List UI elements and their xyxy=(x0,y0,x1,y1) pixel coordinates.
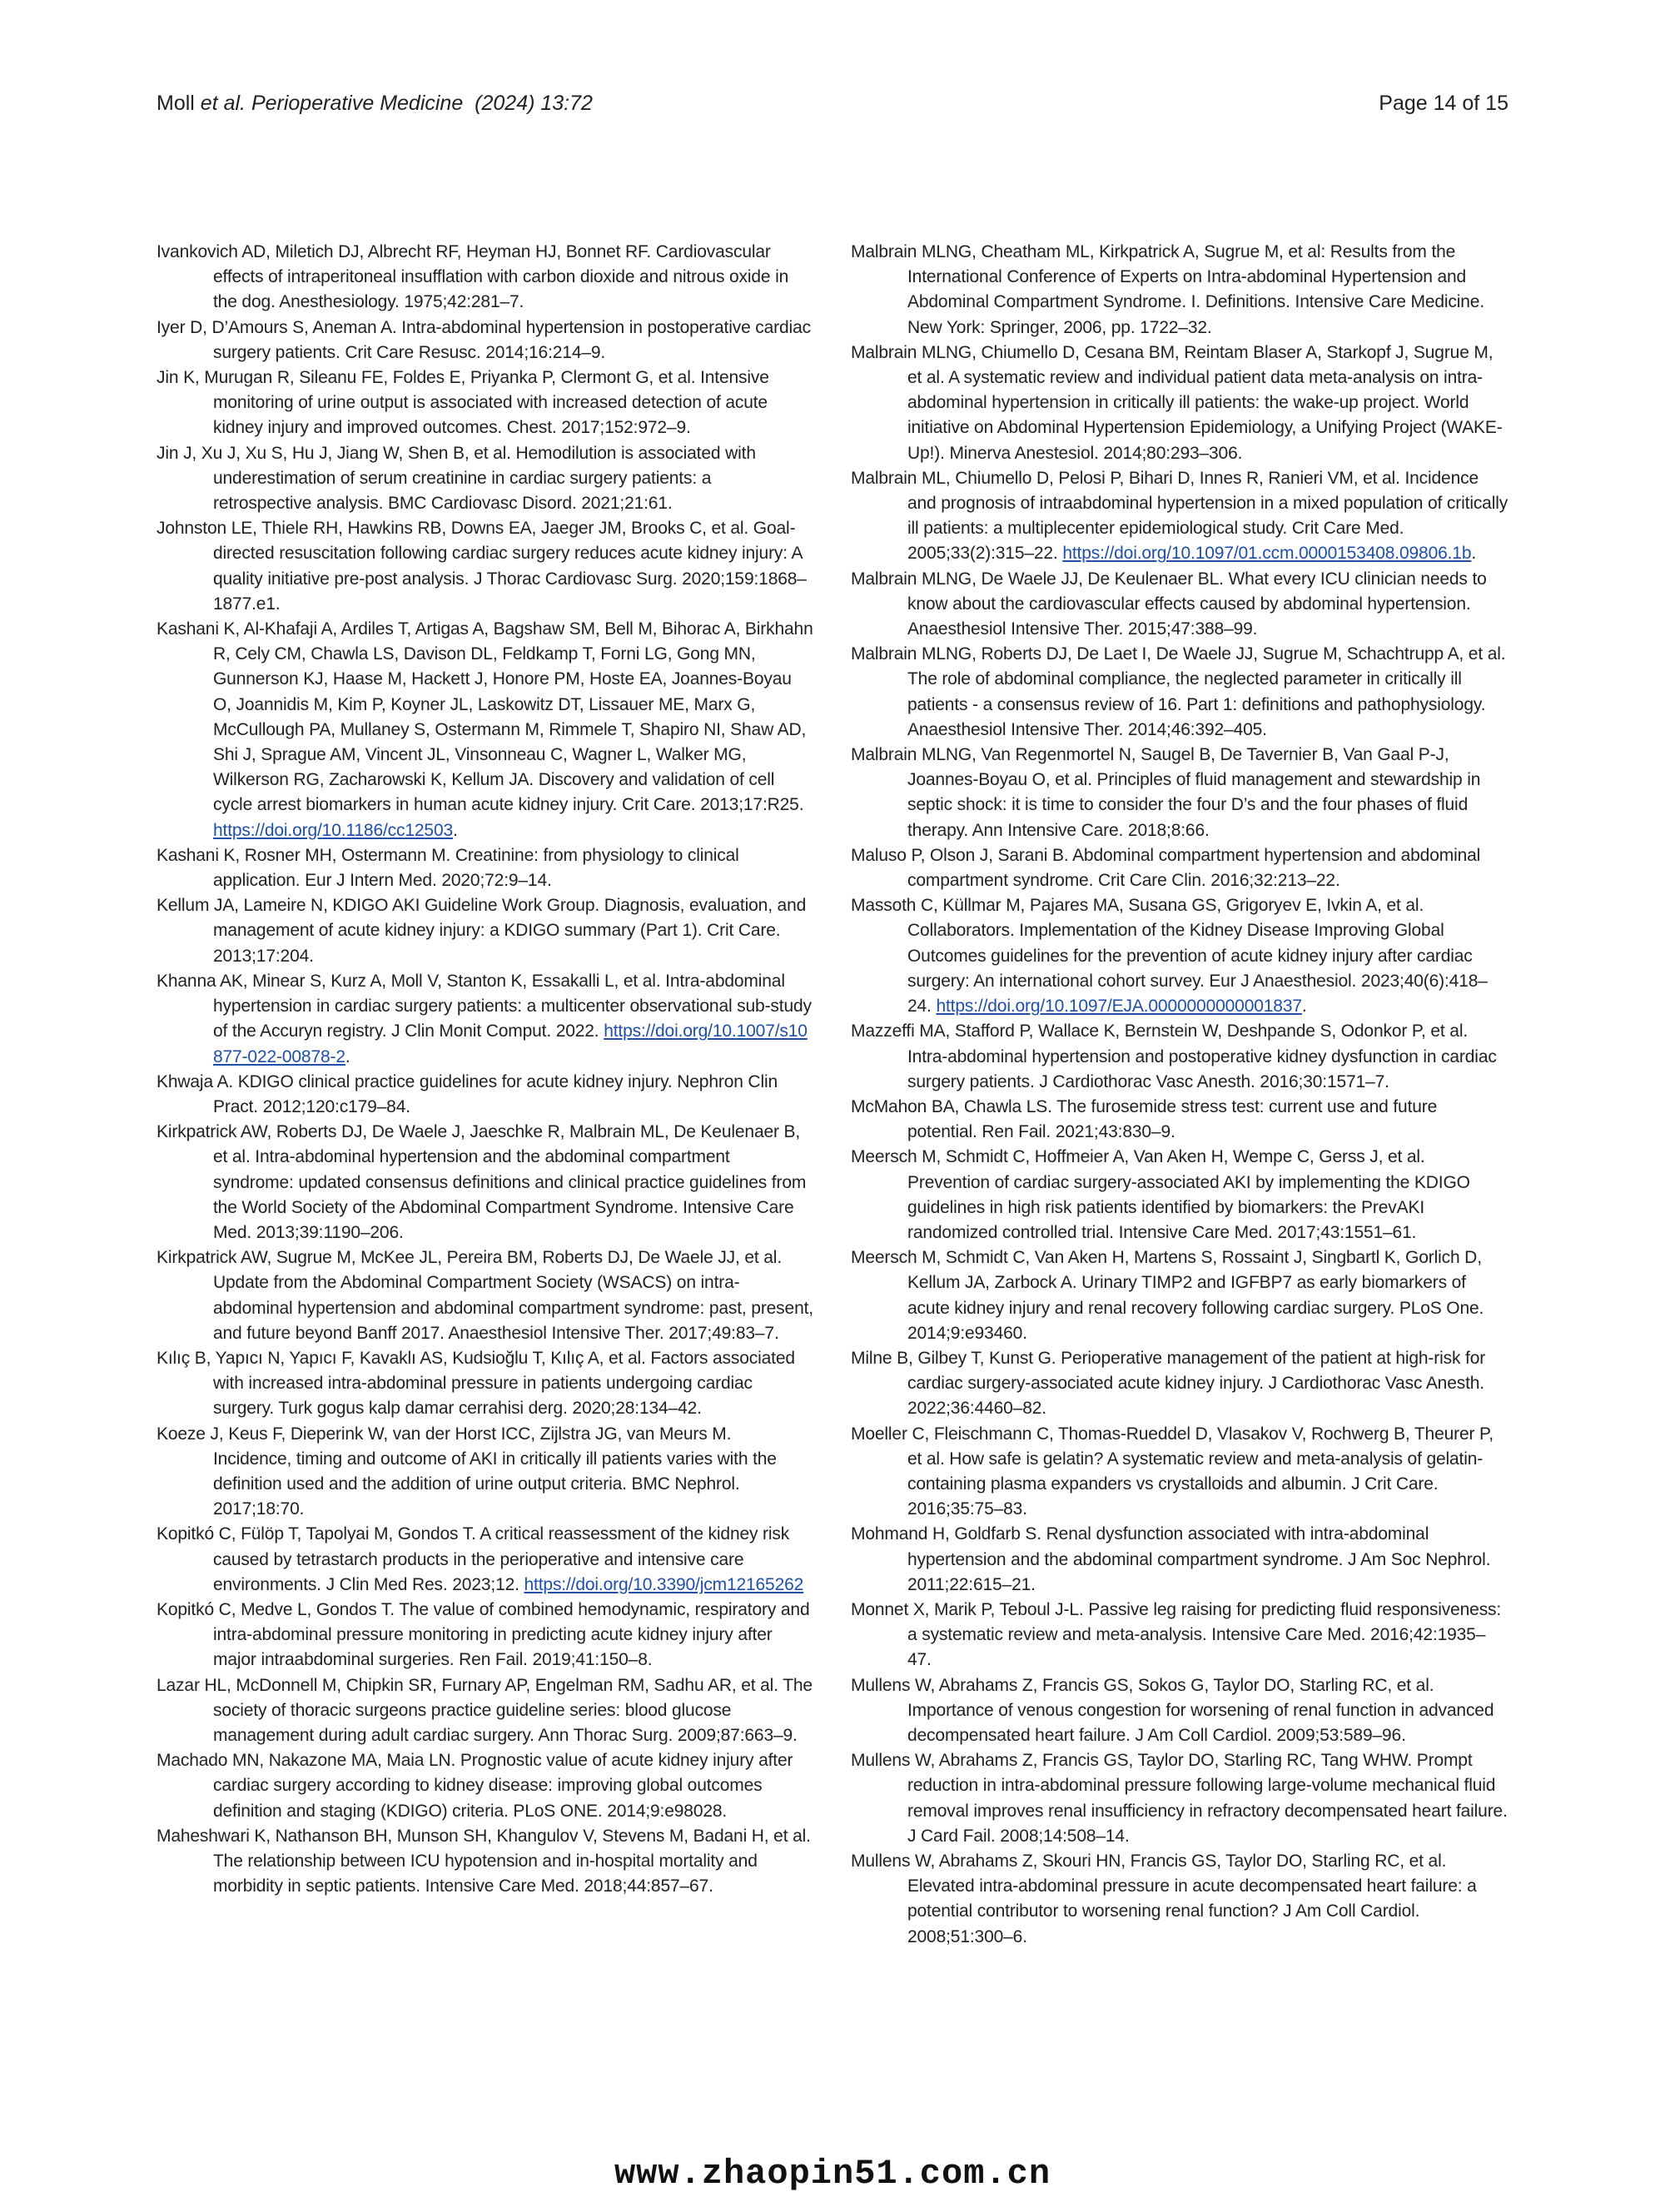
reference-item xyxy=(851,1422,1508,1523)
reference-item xyxy=(851,1019,1508,1095)
reference-item xyxy=(851,1145,1508,1245)
reference-text: Ivankovich AD, Miletich DJ, Albrecht RF, Heyman HJ, Bonnet RF. Cardiovascular effects of intraperitoneal insufflation with carbon dioxide and nitrous oxide in the dog. Anesthesiology. 1975;42:281–7. xyxy=(157,242,789,312)
doi-link[interactable]: https://doi.org/10.3390/jcm12165262 xyxy=(524,1574,804,1594)
reference-text: Malbrain MLNG, Chiumello D, Cesana BM, Reintam Blaser A, Starkopf J, Sugrue M, et al. A systematic review and individual patient data meta-analysis on intra-abdominal hypertension in critically ill patients: the wake-up project. World initiative on Abdominal Hypertension Epidemiology, a Unifying Project (WAKE-Up!). Minerva Anestesiol. 2014;80:293–306. xyxy=(851,342,1503,463)
reference-text: Meersch M, Schmidt C, Van Aken H, Martens S, Rossaint J, Singbartl K, Gorlich D, Kellum JA, Zarbock A. Urinary TIMP2 and IGFBP7 as early biomarkers of acute kidney injury and renal recovery following cardiac surgery. PLoS One. 2014;9:e93460. xyxy=(851,1248,1484,1343)
reference-item xyxy=(157,1245,814,1346)
doi-link[interactable]: https://doi.org/10.1186/cc12503 xyxy=(213,820,454,840)
reference-text: Kirkpatrick AW, Sugrue M, McKee JL, Pereira BM, Roberts DJ, De Waele JJ, et al. Update from the Abdominal Compartment Society (WSACS) on intra-abdominal hypertension and abdominal compartment syndrome: past, present, and future beyond Banff 2017. Anaesthesiol Intensive Ther. 2017;49:83–7. xyxy=(157,1248,813,1343)
reference-text: Kashani K, Rosner MH, Ostermann M. Creatinine: from physiology to clinical application. Eur J Intern Med. 2020;72:9–14. xyxy=(157,845,739,891)
reference-text: Meersch M, Schmidt C, Hoffmeier A, Van Aken H, Wempe C, Gerss J, et al. Prevention of cardiac surgery-associated AKI by implementing the KDIGO guidelines in high risk patients identified by biomarkers: the PrevAKI randomized controlled trial. Intensive Care Med. 2017;43:1551–61. xyxy=(851,1147,1470,1242)
reference-item xyxy=(157,1346,814,1422)
reference-text: Khwaja A. KDIGO clinical practice guidelines for acute kidney injury. Nephron Clin Pract. 2012;120:c179–84. xyxy=(157,1071,778,1116)
reference-item xyxy=(157,240,814,316)
reference-item xyxy=(157,1673,814,1749)
reference-text: Maluso P, Olson J, Sarani B. Abdominal compartment hypertension and abdominal compartment syndrome. Crit Care Clin. 2016;32:213–22. xyxy=(851,845,1481,891)
doi-link[interactable]: https://doi.org/10.1007/s10877-022-00878-2 xyxy=(213,1021,808,1066)
reference-item xyxy=(157,365,814,441)
reference-item xyxy=(851,1673,1508,1749)
reference-item xyxy=(157,316,814,365)
reference-item xyxy=(157,516,814,617)
reference-item xyxy=(851,1522,1508,1598)
reference-item xyxy=(851,1245,1508,1346)
reference-item xyxy=(851,240,1508,340)
reference-item xyxy=(851,466,1508,567)
reference-item xyxy=(851,1849,1508,1950)
reference-text: Jin K, Murugan R, Sileanu FE, Foldes E, Priyanka P, Clermont G, et al. Intensive monitoring of urine output is associated with increased detection of acute kidney injury and improved outcomes. Chest. 2017;152:972–9. xyxy=(157,368,769,438)
reference-text: Machado MN, Nakazone MA, Maia LN. Prognostic value of acute kidney injury after cardiac surgery according to kidney disease: improving global outcomes definition and staging (KDIGO) criteria. PLoS ONE. 2014;9:e98028. xyxy=(157,1751,793,1821)
reference-item xyxy=(157,969,814,1070)
reference-item xyxy=(851,893,1508,1019)
reference-tail: . xyxy=(345,1046,350,1066)
reference-text: Maheshwari K, Nathanson BH, Munson SH, Khangulov V, Stevens M, Badani H, et al. The relationship between ICU hypotension and in-hospital mortality and morbidity in septic patients. Intensive Care Med. 2018;44:857–67. xyxy=(157,1826,811,1896)
reference-item xyxy=(157,1748,814,1824)
reference-text: Koeze J, Keus F, Dieperink W, van der Horst ICC, Zijlstra JG, van Meurs M. Incidence, timing and outcome of AKI in critically ill patients varies with the definition used and the addition of urine output criteria. BMC Nephrol. 2017;18:70. xyxy=(157,1424,777,1519)
header-citation: (2024) 13:72 xyxy=(475,92,593,115)
reference-item xyxy=(157,1824,814,1900)
reference-text: Mazzeffi MA, Stafford P, Wallace K, Bernstein W, Deshpande S, Odonkor P, et al. Intra-abdominal hypertension and postoperative kidney dysfunction in cardiac surgery patients. J Cardiothorac Vasc Anesth. 2016;30:1571–7. xyxy=(851,1021,1497,1091)
reference-text: Kirkpatrick AW, Roberts DJ, De Waele J, Jaeschke R, Malbrain ML, De Keulenaer B, et al. Intra-abdominal hypertension and the abdominal compartment syndrome: updated consensus definitions and clinical practice guidelines from the World Society of the Abdominal Compartment Syndrome. Intensive Care Med. 2013;39:1190–206. xyxy=(157,1122,807,1242)
reference-column-right xyxy=(851,240,1508,2005)
header-et-al: et al. xyxy=(200,92,246,115)
reference-text: Kellum JA, Lameire N, KDIGO AKI Guideline Work Group. Diagnosis, evaluation, and management of acute kidney injury: a KDIGO summary (Part 1). Crit Care. 2013;17:204. xyxy=(157,896,807,966)
doi-link[interactable]: https://doi.org/10.1097/01.ccm.0000153408.09806.1b xyxy=(1062,544,1472,564)
reference-tail: . xyxy=(1471,544,1477,564)
reference-item xyxy=(157,1522,814,1598)
reference-text: Mullens W, Abrahams Z, Francis GS, Taylor DO, Starling RC, Tang WHW. Prompt reduction in intra-abdominal pressure following large-volume mechanical fluid removal improves renal insufficiency in refractory decompensated heart failure. J Card Fail. 2008;14:508–14. xyxy=(851,1751,1508,1846)
reference-item xyxy=(157,1070,814,1120)
reference-item xyxy=(157,1120,814,1245)
reference-item xyxy=(851,1346,1508,1422)
reference-text: Massoth C, Küllmar M, Pajares MA, Susana GS, Grigoryev E, Ivkin A, et al. Collaborators. Implementation of the Kidney Disease Improving Global Outcomes guidelines for the prevention of acute kidney injury after cardiac surgery: An international cohort survey. Eur J Anaesthesiol. 2023;40(6):418–24. xyxy=(851,896,1488,1017)
reference-text: Mohmand H, Goldfarb S. Renal dysfunction associated with intra-abdominal hypertension and the abdominal compartment syndrome. J Am Soc Nephrol. 2011;22:615–21. xyxy=(851,1524,1491,1594)
reference-text: Monnet X, Marik P, Teboul J-L. Passive leg raising for predicting fluid responsiveness: a systematic review and meta-analysis. Intensive Care Med. 2016;42:1935–47. xyxy=(851,1599,1502,1670)
header-journal: Perioperative Medicine xyxy=(246,92,464,115)
reference-item xyxy=(157,1422,814,1523)
reference-text: Milne B, Gilbey T, Kunst G. Perioperative management of the patient at high-risk for cardiac surgery-associated acute kidney injury. J Cardiothorac Vasc Anesth. 2022;36:4460–82. xyxy=(851,1348,1486,1419)
reference-text: Mullens W, Abrahams Z, Francis GS, Sokos G, Taylor DO, Starling RC, et al. Importance of venous congestion for worsening of renal function in advanced decompensated heart failure. J Am Coll Cardiol. 2009;53:589–96. xyxy=(851,1675,1494,1745)
reference-text: Malbrain ML, Chiumello D, Pelosi P, Bihari D, Innes R, Ranieri VM, et al. Incidence and prognosis of intraabdominal hypertension in a mixed population of critically ill patients: a multiplecenter epidemiological study. Crit Care Med. 2005;33(2):315–22. xyxy=(851,468,1508,564)
reference-tail: . xyxy=(453,820,458,840)
doi-link[interactable]: https://doi.org/10.1097/EJA.0000000000001837 xyxy=(936,997,1302,1017)
reference-item xyxy=(851,340,1508,466)
reference-item xyxy=(157,1598,814,1673)
reference-text: Malbrain MLNG, Roberts DJ, De Laet I, De Waele JJ, Sugrue M, Schachtrupp A, et al. The role of abdominal compliance, the neglected parameter in critically ill patients - a consensus review of 16. Part 1: definitions and pathophysiology. Anaesthesiol Intensive Ther. 2014;46:392–405. xyxy=(851,644,1506,739)
reference-text: Iyer D, D’Amours S, Aneman A. Intra-abdominal hypertension in postoperative cardiac surgery patients. Crit Care Resusc. 2014;16:214–9. xyxy=(157,317,811,362)
reference-item xyxy=(851,642,1508,743)
reference-text: Kopitkó C, Medve L, Gondos T. The value of combined hemodynamic, respiratory and intra-abdominal pressure monitoring in predicting acute kidney injury after major intraabdominal surgeries. Ren Fail. 2019;41:150–8. xyxy=(157,1599,810,1670)
reference-text: Kashani K, Al-Khafaji A, Ardiles T, Artigas A, Bagshaw SM, Bell M, Bihorac A, Birkhahn R, Cely CM, Chawla LS, Davison DL, Feldkamp T, Forni LG, Gong MN, Gunnerson KJ, Haase M, Hackett J, Honore PM, Hoste EA, Joannes-Boyau O, Joannidis M, Kim P, Koyner JL, Laskowitz DT, Lissauer ME, Marx G, McCullough PA, Mullaney S, Ostermann M, Rimmele T, Shapiro NI, Shaw AD, Shi J, Sprague AM, Vincent JL, Vinsonneau C, Wagner L, Walker MG, Wilkerson RG, Zacharowski K, Kellum JA. Discovery and validation of cell cycle arrest biomarkers in human acute kidney injury. Crit Care. 2013;17:R25. xyxy=(157,619,813,815)
reference-text: Malbrain MLNG, De Waele JJ, De Keulenaer BL. What every ICU clinician needs to know about the cardiovascular effects caused by abdominal hypertension. Anaesthesiol Intensive Ther. 2015;47:388–99. xyxy=(851,569,1487,639)
page-number: Page 14 of 15 xyxy=(1379,92,1508,115)
reference-text: Jin J, Xu J, Xu S, Hu J, Jiang W, Shen B, et al. Hemodilution is associated with underestimation of serum creatinine in cardiac surgery patients: a retrospective analysis. BMC Cardiovasc Disord. 2021;21:61. xyxy=(157,443,756,514)
reference-item xyxy=(851,743,1508,843)
reference-item xyxy=(851,1598,1508,1673)
reference-text: McMahon BA, Chawla LS. The furosemide stress test: current use and future potential. Ren Fail. 2021;43:830–9. xyxy=(851,1096,1438,1142)
reference-text: Moeller C, Fleischmann C, Thomas-Rueddel D, Vlasakov V, Rochwerg B, Theurer P, et al. How safe is gelatin? A systematic review and meta-analysis of gelatin-containing plasma expanders vs crystalloids and albumin. J Crit Care. 2016;35:75–83. xyxy=(851,1424,1494,1519)
reference-item xyxy=(851,567,1508,643)
reference-text: Mullens W, Abrahams Z, Skouri HN, Francis GS, Taylor DO, Starling RC, et al. Elevated intra-abdominal pressure in acute decompensated heart failure: a potential contributor to worsening renal function? J Am Coll Cardiol. 2008;51:300–6. xyxy=(851,1852,1477,1946)
reference-text: Kopitkó C, Fülöp T, Tapolyai M, Gondos T. A critical reassessment of the kidney risk caused by tetrastarch products in the perioperative and intensive care environments. J Clin Med Res. 2023;12. xyxy=(157,1524,790,1594)
footer-watermark-url: www.zhaopin51.com.cn xyxy=(614,2154,1051,2194)
reference-item xyxy=(157,617,814,843)
reference-tail: . xyxy=(1301,997,1307,1017)
reference-item xyxy=(157,893,814,969)
reference-item xyxy=(157,843,814,893)
header-authors: Moll xyxy=(157,92,201,115)
reference-list xyxy=(157,240,1508,2005)
reference-text: Khanna AK, Minear S, Kurz A, Moll V, Stanton K, Essakalli L, et al. Intra-abdominal hypertension in cardiac surgery patients: a multicenter observational sub-study of the Accuryn registry. J Clin Monit Comput. 2022. xyxy=(157,971,812,1041)
reference-item xyxy=(851,843,1508,893)
reference-text: Kılıç B, Yapıcı N, Yapıcı F, Kavaklı AS, Kudsioğlu T, Kılıç A, et al. Factors associated with increased intra-abdominal pressure in patients undergoing cardiac surgery. Turk gogus kalp damar cerrahisi derg. 2020;28:134–42. xyxy=(157,1348,795,1419)
reference-text: Malbrain MLNG, Cheatham ML, Kirkpatrick A, Sugrue M, et al: Results from the International Conference of Experts on Intra-abdominal Hypertension and Abdominal Compartment Syndrome. I. Definitions. Intensive Care Medicine. New York: Springer, 2006, pp. 1722–32. xyxy=(851,242,1485,337)
reference-item xyxy=(851,1748,1508,1849)
running-head xyxy=(157,90,593,117)
reference-text: Malbrain MLNG, Van Regenmortel N, Saugel B, De Tavernier B, Van Gaal P-J, Joannes-Boyau O, et al. Principles of fluid management and stewardship in septic shock: it is time to consider the four D’s and the four phases of fluid therapy. Ann Intensive Care. 2018;8:66. xyxy=(851,745,1481,840)
reference-item xyxy=(851,1095,1508,1145)
reference-column-left xyxy=(157,240,814,2005)
reference-text: Lazar HL, McDonnell M, Chipkin SR, Furnary AP, Engelman RM, Sadhu AR, et al. The society of thoracic surgeons practice guideline series: blood glucose management during adult cardiac surgery. Ann Thorac Surg. 2009;87:663–9. xyxy=(157,1675,813,1745)
page-header xyxy=(157,90,1508,117)
reference-text: Johnston LE, Thiele RH, Hawkins RB, Downs EA, Jaeger JM, Brooks C, et al. Goal-directed resuscitation following cardiac surgery reduces acute kidney injury: A quality initiative pre-post analysis. J Thorac Cardiovasc Surg. 2020;159:1868–1877.e1. xyxy=(157,519,807,614)
reference-item xyxy=(157,441,814,517)
